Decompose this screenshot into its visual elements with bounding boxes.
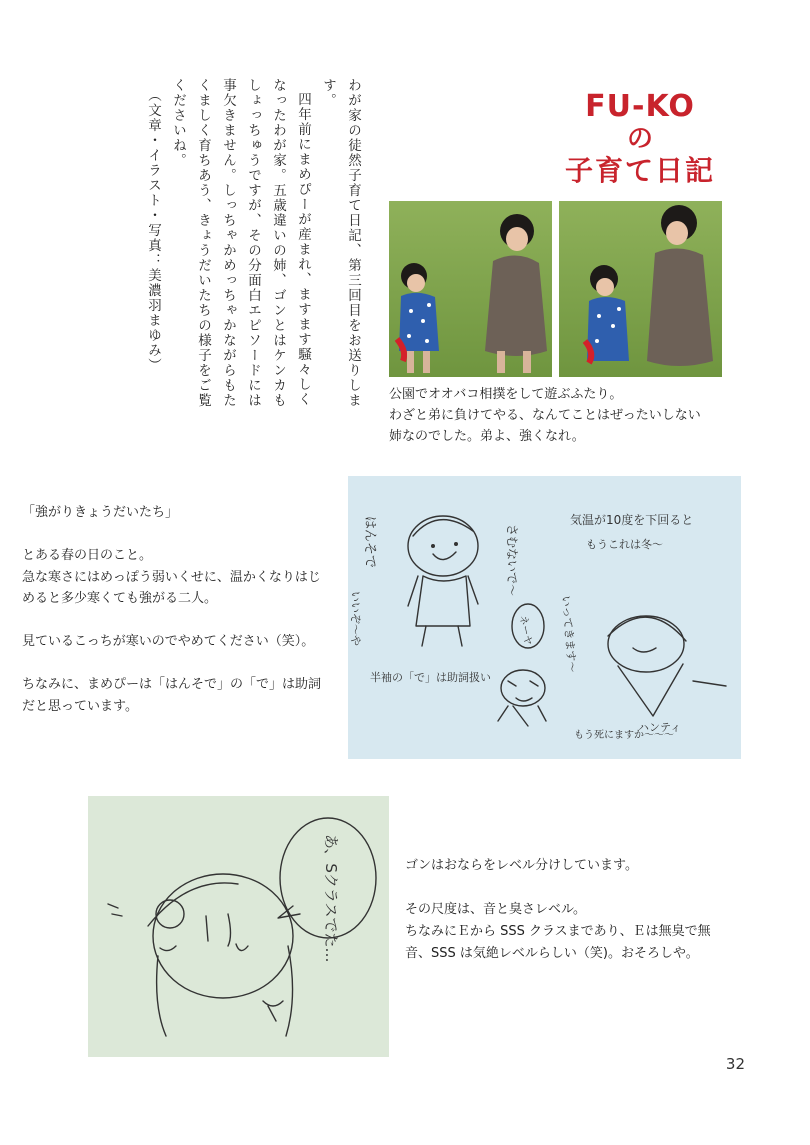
photo-children-2	[559, 201, 722, 377]
sketch-handwriting: ハンティ	[638, 721, 682, 734]
page-number: 32	[725, 1055, 745, 1073]
title-line-3: 子育て日記	[564, 154, 715, 187]
sketch-note: もう死にますか〜〜〜	[574, 730, 674, 741]
story-line: ちなみに、まめぴーは「はんそで」の「で」は助詞	[22, 677, 322, 692]
intro-paragraph-1: わが家の徒然子育て日記、第三回目をお送りします。	[320, 78, 361, 408]
speech-bubble-text: あ、Sクラスでた…	[322, 834, 340, 963]
caption-line: 公園でオオバコ相撲をして遊ぶふたり。	[389, 387, 623, 402]
illustration-sketch-siblings	[348, 476, 741, 759]
title-line-1: FU-KO	[585, 89, 695, 124]
sketch-note: ネーヤ	[517, 614, 534, 647]
story-text	[22, 502, 347, 717]
illustration-sketch-gon	[88, 796, 389, 1057]
sketch-handwriting: さむないで〜	[505, 524, 519, 597]
title-line-2: の	[626, 124, 653, 154]
sketch-handwriting: いいぞ〜や	[349, 591, 362, 646]
photo-caption	[389, 384, 749, 447]
story-line: 見ているこっちが寒いのでやめてください（笑）。	[22, 634, 315, 649]
story-line: めると多少寒くても強がる二人。	[22, 591, 218, 606]
caption-line: 姉なのでした。弟よ、強くなれ。	[389, 429, 585, 444]
gon-line: ゴンはおならをレベル分けしています。	[405, 858, 638, 873]
sketch-note: 半袖の「で」は助詞扱い	[370, 671, 491, 684]
sketch-handwriting: はんそで	[362, 516, 377, 569]
story-line: 急な寒さにはめっぽう弱いくせに、温かくなりはじ	[22, 569, 321, 585]
sketch-note: いってきます〜	[559, 595, 579, 673]
sketch-handwriting: 気温が10度を下回ると	[570, 513, 694, 527]
gon-line: ちなみにＥから SSS クラスまであり、Ｅは無臭で無	[405, 924, 711, 939]
intro-credit: （文章・イラスト・写真：美濃羽まゆみ）	[145, 88, 161, 373]
gon-text	[405, 855, 745, 965]
caption-line: わざと弟に負けてやる、なんてことはぜったいしない	[389, 408, 701, 423]
story-line: だと思っています。	[22, 698, 138, 714]
gon-line: 音、SSS は気絶レベルらしい（笑)。おそろしや。	[405, 946, 699, 961]
photo-children-1	[389, 201, 552, 377]
story-line: とある春の日のこと。	[22, 548, 153, 563]
page-title	[555, 90, 725, 188]
story-heading: 「強がりきょうだいたち」	[22, 505, 179, 520]
sketch-handwriting: もうこれは冬〜	[586, 538, 663, 551]
intro-vertical-text	[130, 78, 365, 418]
gon-line: その尺度は、音と臭さレベル。	[405, 902, 586, 917]
intro-paragraph-2: 四年前にまめぴーが産まれ、ますます騒々しくなったわが家。五歳違いの姉、ゴンとはケンカもしょっちゅうですが、その分面白エピソードには事欠きません。しっちゃかめっちゃかながらもたくましく育ちあう、きょうだいたちの様子をご覧くださいね。	[170, 78, 311, 408]
